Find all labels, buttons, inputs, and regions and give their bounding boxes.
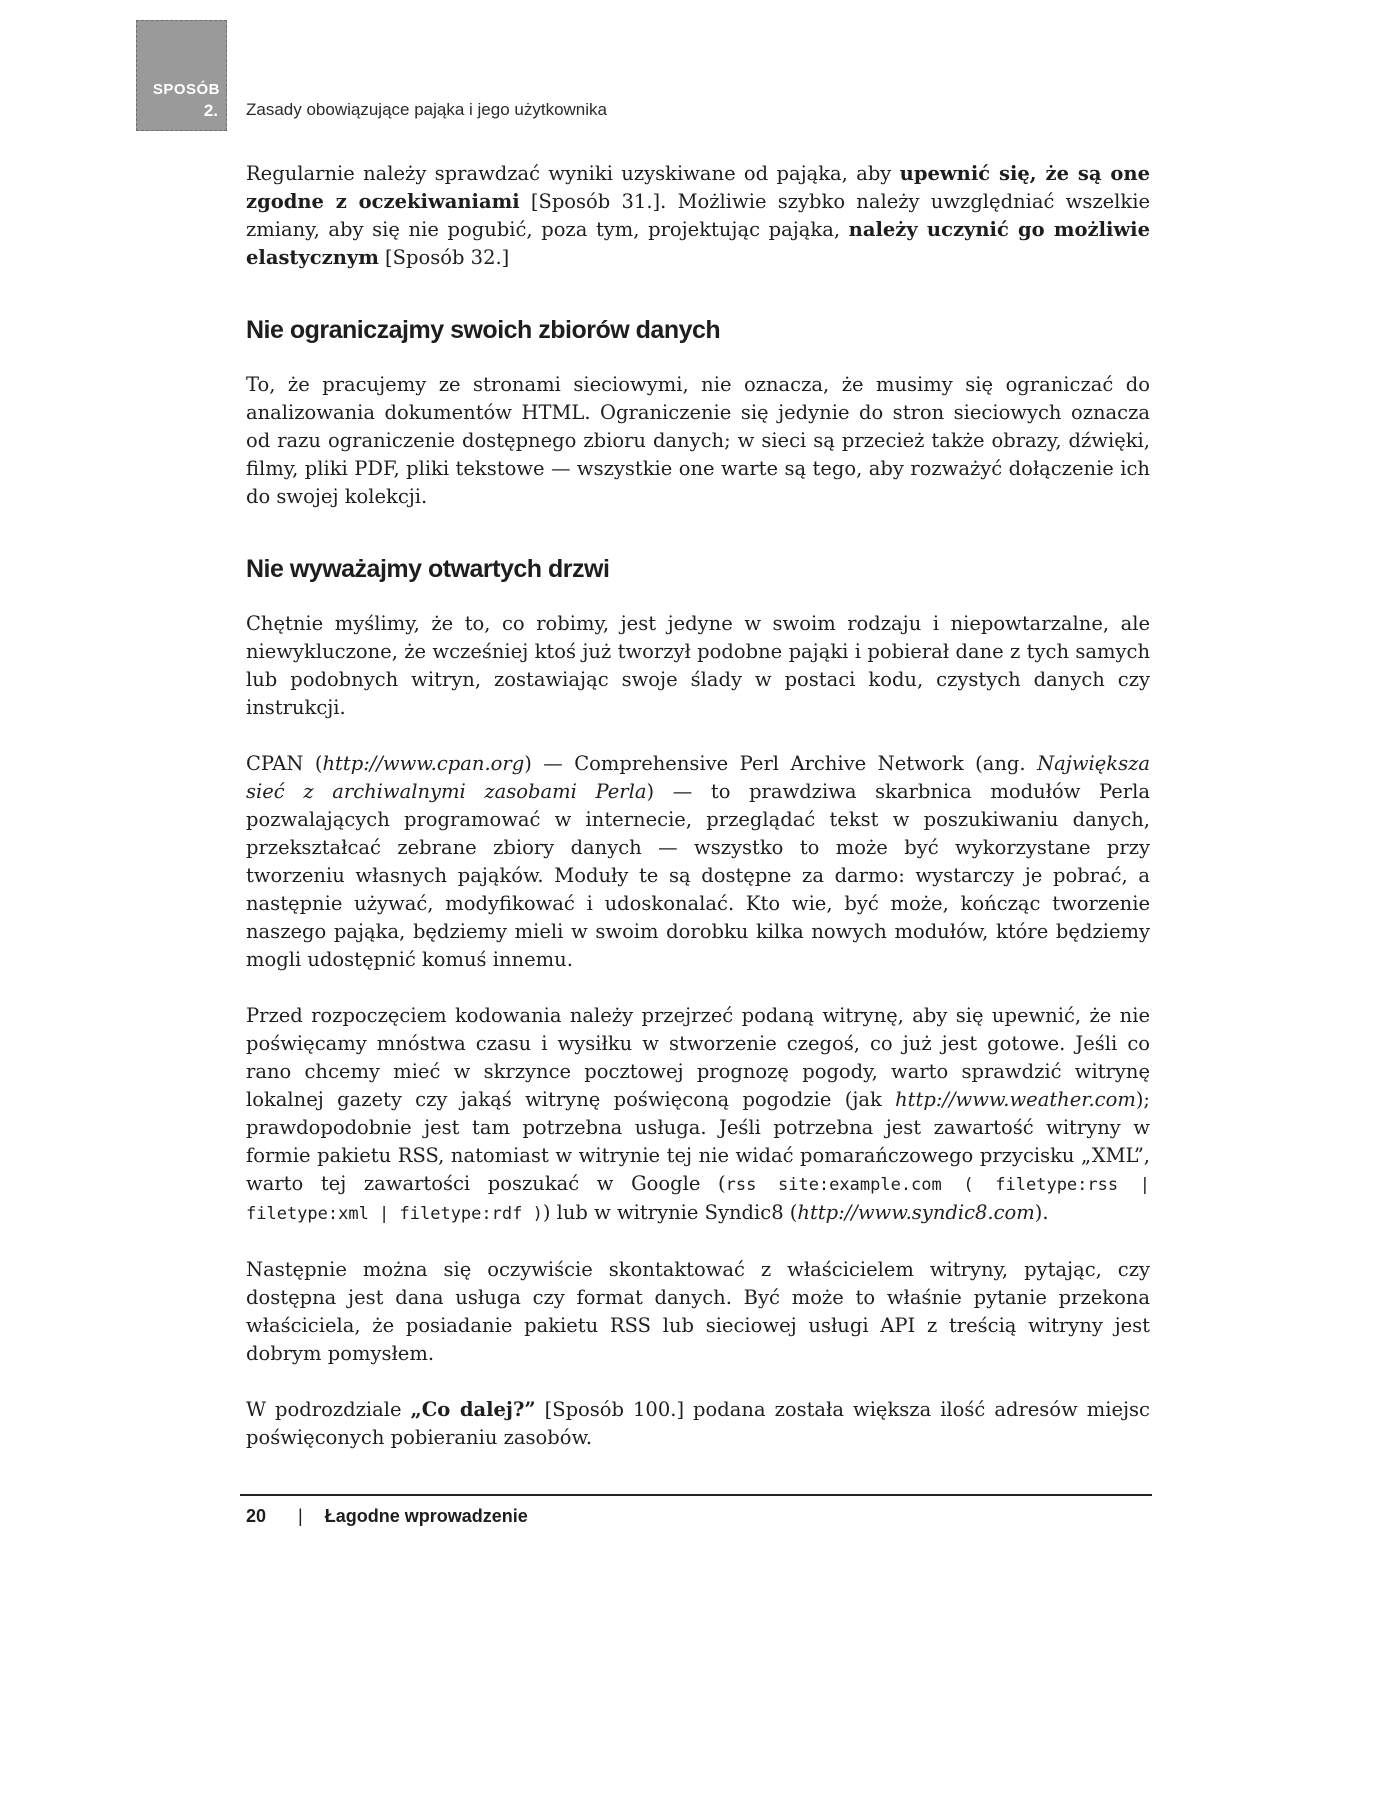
page-body: [246, 160, 1150, 1480]
paragraph-5: [246, 1002, 1150, 1228]
text: Przed rozpoczęciem kodowania należy przejrzeć podaną witrynę, aby się upewnić, że nie poświęcamy mnóstwa czasu i wysiłku w stworzenie czegoś, co już jest gotowe. Jeśli co rano chcemy mieć w skrzynce pocztowej prognozę pogody, warto sprawdzić witrynę lokalnej gazety czy jakąś witrynę poświęconą pogodzie (jak: [246, 1004, 1150, 1111]
code-snippet: rss site:example.com ( filetype:rss | filetype:xml | filetype:rdf ): [246, 1175, 1150, 1224]
paragraph-6: Następnie można się oczywiście skontaktować z właścicielem witryny, pytając, czy dostępna jest dana usługa czy format danych. Być może to właśnie pytanie przekona właściciela, że posiadanie pakietu RSS lub sieciowej usługi API z treścią witryny jest dobrym pomysłem.: [246, 1258, 1150, 1365]
page-number: 20: [246, 1506, 267, 1526]
text: CPAN (: [246, 752, 323, 775]
text: [Sposób 32.]: [378, 246, 510, 269]
text: W podrozdziale: [246, 1398, 411, 1421]
text: ); prawdopodobnie jest tam potrzebna usługa. Jeśli potrzebna jest zawartość witryny w formie pakietu RSS, natomiast w witrynie tej nie widać pomarańczowego przycisku „XML”, warto tej zawartości poszukać w Google (: [246, 1088, 1150, 1195]
italic-text: Największa sieć z archiwalnymi zasobami Perla: [246, 752, 1151, 803]
url-link: http://www.syndic8.com: [797, 1201, 1035, 1224]
text: [Sposób 31.]. Możliwie szybko należy uwzględniać wszelkie zmiany, aby się nie pogubić, poza tym, projektując pająka,: [246, 190, 1150, 241]
footer-separator: |: [298, 1506, 303, 1526]
bold-text: upewnić się, że są one zgodne z oczekiwaniami: [246, 162, 1150, 213]
url-link: http://www.weather.com: [895, 1088, 1136, 1111]
section-heading-2: Nie wyważajmy otwartych drzwi: [246, 555, 610, 583]
paragraph-4: [246, 750, 1150, 974]
url-link: http://www.cpan.org: [322, 752, 525, 775]
bold-text: „Co dalej?”: [410, 1398, 536, 1421]
paragraph-7: [246, 1396, 1150, 1452]
paragraph-3: Chętnie myślimy, że to, co robimy, jest jedyne w swoim rodzaju i niepowtarzalne, ale niewykluczone, że wcześniej ktoś już tworzył podobne pająki i pobierał dane z tych samych lub podobnych witryn, zostawiając swoje ślady w postaci kodu, czystych danych czy instrukcji.: [246, 612, 1150, 719]
chapter-title: Łagodne wprowadzenie: [324, 1506, 528, 1526]
footer-rule: [240, 1494, 1152, 1496]
paragraph-1: [246, 160, 1150, 272]
text: ).: [1034, 1201, 1049, 1224]
page-footer: [246, 1506, 528, 1527]
badge-label: SPOSÓB: [152, 81, 220, 98]
bold-text: należy uczynić go możliwie elastycznym: [246, 218, 1150, 269]
section-heading-1: Nie ograniczajmy swoich zbiorów danych: [246, 316, 721, 344]
text: Regularnie należy sprawdzać wyniki uzyskiwane od pająka, aby: [246, 162, 900, 185]
text: [Sposób 100.] podana została większa ilość adresów miejsc poświęconych pobieraniu zasobów.: [246, 1398, 1150, 1449]
text: ) lub w witrynie Syndic8 (: [542, 1201, 798, 1224]
paragraph-2: To, że pracujemy ze stronami sieciowymi, nie oznacza, że musimy się ograniczać do analizowania dokumentów HTML. Ograniczenie się jedynie do stron sieciowych oznacza od razu ograniczenie dostępnego zbioru danych; w sieci są przecież także obrazy, dźwięki, filmy, pliki PDF, pliki tekstowe — wszystkie one warte są tego, aby rozważyć dołączenie ich do swojej kolekcji.: [246, 373, 1150, 508]
text: ) — Comprehensive Perl Archive Network (ang.: [524, 752, 1038, 775]
running-header: Zasady obowiązujące pająka i jego użytkownika: [246, 100, 607, 119]
section-badge: [136, 20, 227, 131]
text: ) — to prawdziwa skarbnica modułów Perla pozwalających programować w internecie, przeglądać tekst w poszukiwaniu danych, przekształcać zebrane zbiory danych — wszystko to może być wykorzystane przy tworzeniu własnych pająków. Moduły te są dostępne za darmo: wystarczy je pobrać, a następnie używać, modyfikować i udoskonalać. Kto wie, być może, kończąc tworzenie naszego pająka, będziemy mieli w swoim dorobku kilka nowych modułów, które będziemy mogli udostępnić komuś innemu.: [246, 780, 1150, 971]
badge-number: 2.: [203, 101, 218, 120]
